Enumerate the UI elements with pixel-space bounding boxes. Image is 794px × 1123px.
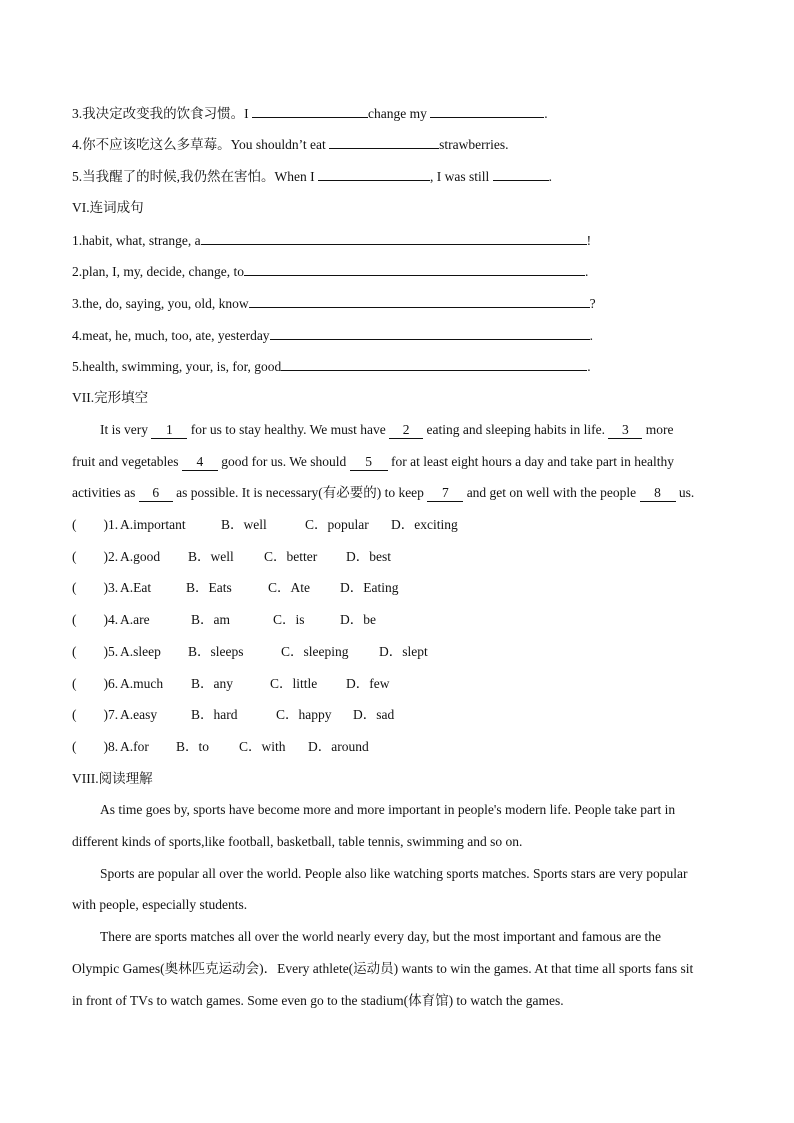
cloze-blank-6[interactable]: 6	[139, 485, 173, 502]
answer-blank[interactable]	[318, 166, 430, 181]
translation-prefix: 3.我决定改变我的饮食习惯。I	[72, 106, 252, 121]
option-b[interactable]: B．to	[176, 739, 210, 754]
passage-text: It is very	[100, 422, 152, 437]
reading-line: in front of TVs to watch games. Some even go to the stadium(体育馆) to watch the games.	[72, 993, 564, 1008]
cloze-blank-7[interactable]: 7	[427, 485, 463, 502]
question-number[interactable]: ( )8.	[72, 739, 119, 754]
passage-text: fruit and vegetables	[72, 454, 182, 469]
end-punct: .	[589, 328, 593, 343]
option-c[interactable]: C．sleeping	[281, 644, 349, 659]
answer-blank[interactable]	[430, 103, 544, 118]
option-a[interactable]: A.good	[120, 549, 161, 564]
word-list: 5.health, swimming, your, is, for, good	[72, 359, 282, 374]
option-c[interactable]: C．little	[270, 676, 318, 691]
sentence-item-4	[72, 325, 593, 345]
cloze-passage-line-1	[100, 420, 673, 440]
option-d[interactable]: D．few	[346, 676, 390, 691]
option-b[interactable]: B．am	[191, 612, 230, 627]
section-7-title: VII.完形填空	[72, 390, 149, 405]
option-d[interactable]: D．exciting	[391, 517, 458, 532]
sentence-item-2	[72, 261, 588, 281]
question-number[interactable]: ( )3.	[72, 580, 119, 595]
answer-blank[interactable]	[493, 166, 549, 181]
option-c[interactable]: C．happy	[276, 707, 332, 722]
cloze-passage-line-3	[72, 483, 694, 503]
passage-text: more	[642, 422, 674, 437]
section-6-title: VI.连词成句	[72, 200, 144, 215]
cloze-blank-3[interactable]: 3	[608, 422, 642, 439]
option-c[interactable]: C．better	[264, 549, 318, 564]
answer-blank[interactable]	[201, 230, 587, 245]
answer-blank[interactable]	[329, 134, 439, 149]
option-d[interactable]: D．around	[308, 739, 369, 754]
word-list: 4.meat, he, much, too, ate, yesterday	[72, 328, 270, 343]
cloze-blank-8[interactable]: 8	[640, 485, 676, 502]
option-b[interactable]: B．hard	[191, 707, 238, 722]
option-a[interactable]: A.easy	[120, 707, 158, 722]
reading-line: As time goes by, sports have become more and more important in people's modern life. People take part in	[100, 802, 676, 817]
reading-line: There are sports matches all over the world nearly every day, but the most important and famous are the	[100, 929, 662, 944]
reading-line: with people, especially students.	[72, 897, 248, 912]
question-number[interactable]: ( )6.	[72, 676, 119, 691]
option-a[interactable]: A.sleep	[120, 644, 161, 659]
option-b[interactable]: B．Eats	[186, 580, 232, 595]
option-b[interactable]: B．sleeps	[188, 644, 244, 659]
answer-blank[interactable]	[281, 356, 587, 371]
word-list: 3.the, do, saying, you, old, know	[72, 296, 249, 311]
answer-blank[interactable]	[244, 261, 585, 276]
passage-text: activities as	[72, 485, 139, 500]
option-a[interactable]: A.for	[120, 739, 149, 754]
option-c[interactable]: C．with	[239, 739, 286, 754]
translation-mid: change my	[368, 106, 431, 121]
passage-text: and get on well with the people	[463, 485, 640, 500]
word-list: 1.habit, what, strange, a	[72, 233, 201, 248]
cloze-blank-4[interactable]: 4	[182, 454, 218, 471]
translation-suffix: strawberries.	[439, 137, 509, 152]
translation-suffix: .	[548, 169, 552, 184]
translation-mid: , I was still	[429, 169, 493, 184]
option-b[interactable]: B．well	[221, 517, 267, 532]
end-punct: ?	[589, 296, 596, 311]
sentence-item-3	[72, 293, 596, 313]
option-b[interactable]: B．any	[191, 676, 233, 691]
cloze-passage-line-2	[72, 452, 674, 472]
reading-line: Sports are popular all over the world. People also like watching sports matches. Sports stars are very popular	[100, 866, 688, 881]
option-d[interactable]: D．be	[340, 612, 376, 627]
translation-item-3	[72, 103, 548, 123]
question-number[interactable]: ( )2.	[72, 549, 119, 564]
cloze-blank-2[interactable]: 2	[389, 422, 423, 439]
question-number[interactable]: ( )1.	[72, 517, 119, 532]
answer-blank[interactable]	[252, 103, 368, 118]
passage-text: eating and sleeping habits in life.	[423, 422, 609, 437]
end-punct: .	[584, 264, 589, 279]
option-d[interactable]: D．sad	[353, 707, 395, 722]
section-8-title: VIII.阅读理解	[72, 771, 153, 786]
question-number[interactable]: ( )4.	[72, 612, 119, 627]
passage-text: us.	[675, 485, 695, 500]
reading-line: different kinds of sports,like football, basketball, table tennis, swimming and so on.	[72, 834, 523, 849]
end-punct: .	[587, 359, 591, 374]
option-d[interactable]: D．slept	[379, 644, 428, 659]
option-c[interactable]: C．popular	[305, 517, 369, 532]
translation-prefix: 5.当我醒了的时候,我仍然在害怕。When I	[72, 169, 318, 184]
cloze-blank-5[interactable]: 5	[350, 454, 388, 471]
passage-text: as possible. It is necessary(有必要的) to keep	[172, 485, 428, 500]
question-number[interactable]: ( )5.	[72, 644, 119, 659]
option-a[interactable]: A.Eat	[120, 580, 152, 595]
option-a[interactable]: A.much	[120, 676, 164, 691]
translation-item-5	[72, 166, 552, 186]
translation-suffix: .	[544, 106, 548, 121]
option-b[interactable]: B．well	[188, 549, 234, 564]
end-punct: !	[586, 233, 592, 248]
option-d[interactable]: D．best	[346, 549, 391, 564]
passage-text: for us to stay healthy. We must have	[187, 422, 390, 437]
passage-text: for at least eight hours a day and take part in healthy	[387, 454, 675, 469]
translation-item-4	[72, 134, 509, 154]
answer-blank[interactable]	[270, 325, 590, 340]
cloze-blank-1[interactable]: 1	[151, 422, 187, 439]
option-d[interactable]: D．Eating	[340, 580, 399, 595]
option-c[interactable]: C．is	[273, 612, 305, 627]
option-a[interactable]: A.are	[120, 612, 150, 627]
reading-line: Olympic Games(奥林匹克运动会)．Every athlete(运动员) wants to win the games. At that time all sports fans sit	[72, 961, 694, 976]
passage-text: good for us. We should	[217, 454, 350, 469]
sentence-item-5	[72, 356, 591, 376]
option-a[interactable]: A.important	[120, 517, 186, 532]
answer-blank[interactable]	[249, 293, 590, 308]
word-list: 2.plan, I, my, decide, change, to	[72, 264, 244, 279]
question-number[interactable]: ( )7.	[72, 707, 119, 722]
option-c[interactable]: C．Ate	[268, 580, 310, 595]
sentence-item-1	[72, 230, 591, 250]
translation-prefix: 4.你不应该吃这么多草莓。You shouldn’t eat	[72, 137, 330, 152]
